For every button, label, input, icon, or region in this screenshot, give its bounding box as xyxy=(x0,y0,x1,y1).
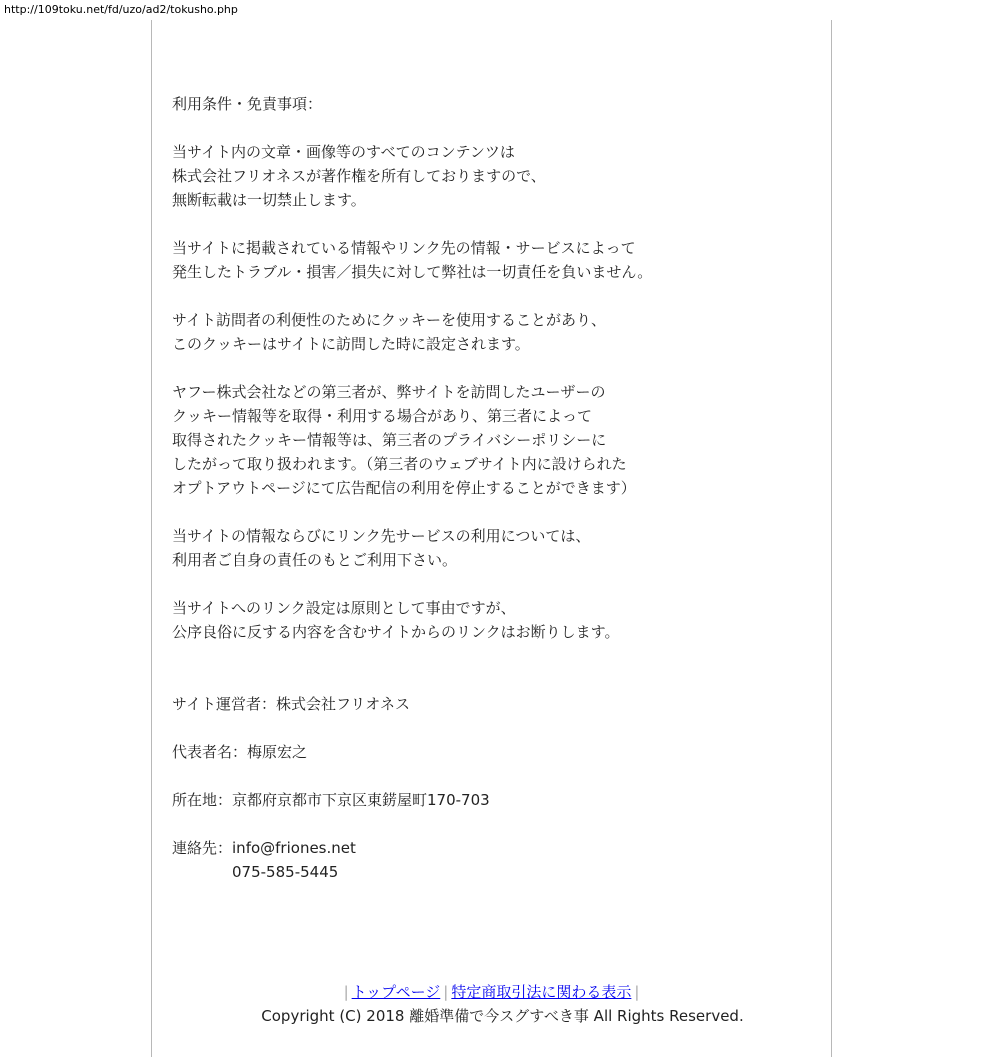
contact-values xyxy=(232,836,356,884)
terms-line: 当サイトの情報ならびにリンク先サービスの利用については、 xyxy=(172,527,591,545)
terms-heading: 利用条件・免責事項： xyxy=(172,95,323,113)
terms-line: 発生したトラブル・損害／損失に対して弊社は一切責任を負いません。 xyxy=(172,263,653,281)
terms-line: クッキー情報等を取得・利用する場合があり、第三者によって xyxy=(172,407,593,425)
terms-line: 当サイト内の文章・画像等のすべてのコンテンツは xyxy=(172,143,515,161)
footer xyxy=(152,980,831,1028)
browser-url: http://109toku.net/fd/uzo/ad2/tokusho.php xyxy=(4,3,238,16)
copyright: Copyright (C) 2018 離婚準備で今スグすべき事 All Rights Reserved. xyxy=(261,1007,744,1025)
terms-line: 取得されたクッキー情報等は、第三者のプライバシーポリシーに xyxy=(172,431,607,449)
page-frame xyxy=(151,20,832,1057)
terms-line: このクッキーはサイトに訪問した時に設定されます。 xyxy=(172,335,530,353)
company-info xyxy=(172,692,812,884)
terms-line: ヤフー株式会社などの第三者が、弊サイトを訪問したユーザーの xyxy=(172,383,606,401)
terms-line: 無断転載は一切禁止します。 xyxy=(172,191,366,209)
terms-line: 利用者ご自身の責任のもとご利用下さい。 xyxy=(172,551,458,569)
address: 所在地：京都府京都市下京区東錺屋町170-703 xyxy=(172,791,490,809)
footer-separator: | xyxy=(634,983,640,1001)
terms-line: 株式会社フリオネスが著作権を所有しておりますので、 xyxy=(172,167,546,185)
terms-line: 当サイトへのリンク設定は原則として事由ですが、 xyxy=(172,599,516,617)
terms-line: 当サイトに掲載されている情報やリンク先の情報・サービスによって xyxy=(172,239,636,257)
terms-paragraph-third-party xyxy=(172,380,812,500)
commercial-law-link[interactable]: 特定商取引法に関わる表示 xyxy=(451,983,632,1001)
terms-line: オプトアウトページにて広告配信の利用を停止することができます） xyxy=(172,479,636,497)
representative: 代表者名：梅原宏之 xyxy=(172,743,308,761)
footer-separator: | xyxy=(443,983,449,1001)
terms-paragraph-cookies xyxy=(172,308,812,356)
main-content xyxy=(172,92,812,884)
footer-nav xyxy=(152,980,831,1004)
footer-separator: | xyxy=(343,983,349,1001)
terms-paragraph-usage xyxy=(172,524,812,572)
site-operator: サイト運営者：株式会社フリオネス xyxy=(172,695,411,713)
top-page-link[interactable]: トップページ xyxy=(351,983,441,1001)
terms-line: サイト訪問者の利便性のためにクッキーを使用することがあり、 xyxy=(172,311,606,329)
terms-line: 公序良俗に反する内容を含むサイトからのリンクはお断りします。 xyxy=(172,623,620,641)
terms-paragraph-liability xyxy=(172,236,812,284)
contact xyxy=(172,836,812,884)
terms-paragraph-linking xyxy=(172,596,812,644)
terms-line: したがって取り扱われます。（第三者のウェブサイト内に設けられた xyxy=(172,455,627,473)
contact-phone: 075-585-5445 xyxy=(232,863,339,881)
terms-paragraph-copyright xyxy=(172,140,812,212)
contact-email: info@friones.net xyxy=(232,839,356,857)
contact-label: 連絡先： xyxy=(172,839,233,857)
